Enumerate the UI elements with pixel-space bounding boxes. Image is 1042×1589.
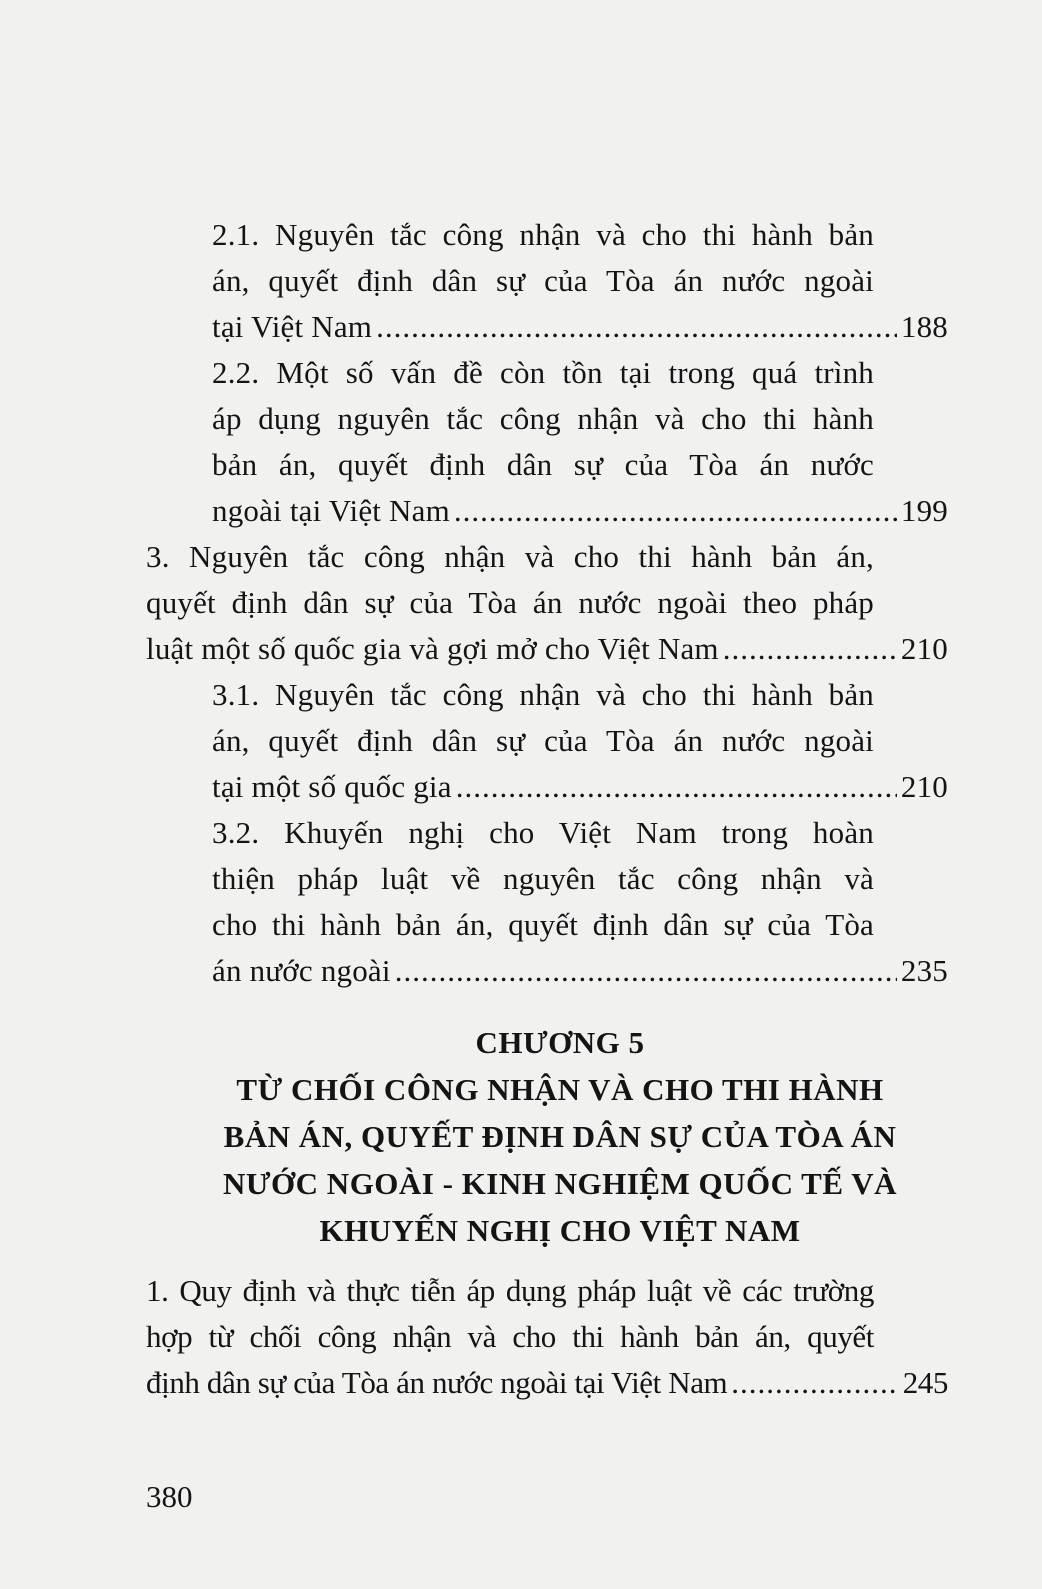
dot-leader: [731, 1360, 898, 1406]
chapter-title-line-4: KHUYẾN NGHỊ CHO VIỆT NAM: [319, 1213, 801, 1248]
toc-entry-3-2-line-2: thiện pháp luật về nguyên tắc công nhận và: [212, 861, 874, 896]
chapter-number[interactable]: CHƯƠNG 5: [475, 1025, 645, 1060]
toc-entry-2-1-last-line[interactable]: [212, 304, 948, 350]
toc-entry-text: tại một số quốc gia: [212, 769, 452, 804]
toc-page-number: 210: [900, 769, 948, 804]
dot-leader: [454, 488, 897, 534]
toc-entry-3-2-line-3: cho thi hành bản án, quyết định dân sự của Tòa: [212, 907, 874, 942]
show-through-decoration: [150, 208, 158, 254]
toc-entry-text: định dân sự của Tòa án nước ngoài tại Việt Nam: [146, 1365, 728, 1400]
toc-entry-5-1-line-1: 1. Quy định và thực tiễn áp dụng pháp luật về các trường: [146, 1273, 874, 1308]
toc-entry-2-1-line-1: 2.1. Nguyên tắc công nhận và cho thi hành bản: [212, 217, 874, 252]
toc-entry-3-1-line-1: 3.1. Nguyên tắc công nhận và cho thi hành bản: [212, 677, 874, 712]
toc-page-number: 188: [900, 309, 948, 344]
toc-entry-3-1-last-line[interactable]: [212, 764, 948, 810]
chapter-title-line-2: BẢN ÁN, QUYẾT ĐỊNH DÂN SỰ CỦA TÒA ÁN: [223, 1119, 897, 1154]
toc-entry-2-2-line-1: 2.2. Một số vấn đề còn tồn tại trong quá trình: [212, 355, 874, 390]
toc-entry-3-2-last-line[interactable]: [212, 948, 948, 994]
toc-entry-2-1-line-2: án, quyết định dân sự của Tòa án nước ngoài: [212, 263, 874, 298]
toc-entry-2-2-last-line[interactable]: [212, 488, 948, 534]
toc-entry-5-1-last-line[interactable]: [146, 1360, 948, 1406]
chapter-title-line-1: TỪ CHỐI CÔNG NHẬN VÀ CHO THI HÀNH: [236, 1072, 884, 1107]
toc-entry-text: tại Việt Nam: [212, 309, 373, 344]
dot-leader: [723, 626, 897, 672]
page-number: 380: [146, 1479, 193, 1514]
chapter-title-line-3: NƯỚC NGOÀI - KINH NGHIỆM QUỐC TẾ VÀ: [223, 1166, 897, 1201]
toc-entry-text: án nước ngoài: [212, 953, 391, 988]
toc-entry-text: ngoài tại Việt Nam: [212, 493, 450, 528]
toc-page-number: 210: [900, 631, 948, 666]
toc-entry-3-1-line-2: án, quyết định dân sự của Tòa án nước ngoài: [212, 723, 874, 758]
toc-page-number: 245: [902, 1365, 948, 1400]
toc-entry-3-2-line-1: 3.2. Khuyến nghị cho Việt Nam trong hoàn: [212, 815, 874, 850]
toc-entry-3-line-2: quyết định dân sự của Tòa án nước ngoài theo pháp: [146, 585, 874, 620]
toc-page-number: 235: [900, 953, 948, 988]
toc-entry-2-2-line-3: bản án, quyết định dân sự của Tòa án nước: [212, 447, 874, 482]
toc-entry-3-last-line[interactable]: [146, 626, 948, 672]
toc-entry-3-line-1: 3. Nguyên tắc công nhận và cho thi hành bản án,: [146, 539, 874, 574]
toc-entry-5-1-line-2: hợp từ chối công nhận và cho thi hành bản án, quyết: [146, 1319, 874, 1354]
toc-page-number: 199: [900, 493, 948, 528]
dot-leader: [395, 948, 897, 994]
toc-entry-text: luật một số quốc gia và gợi mở cho Việt Nam: [146, 631, 719, 666]
toc-entry-2-2-line-2: áp dụng nguyên tắc công nhận và cho thi hành: [212, 401, 874, 436]
dot-leader: [456, 764, 897, 810]
dot-leader: [376, 304, 897, 350]
